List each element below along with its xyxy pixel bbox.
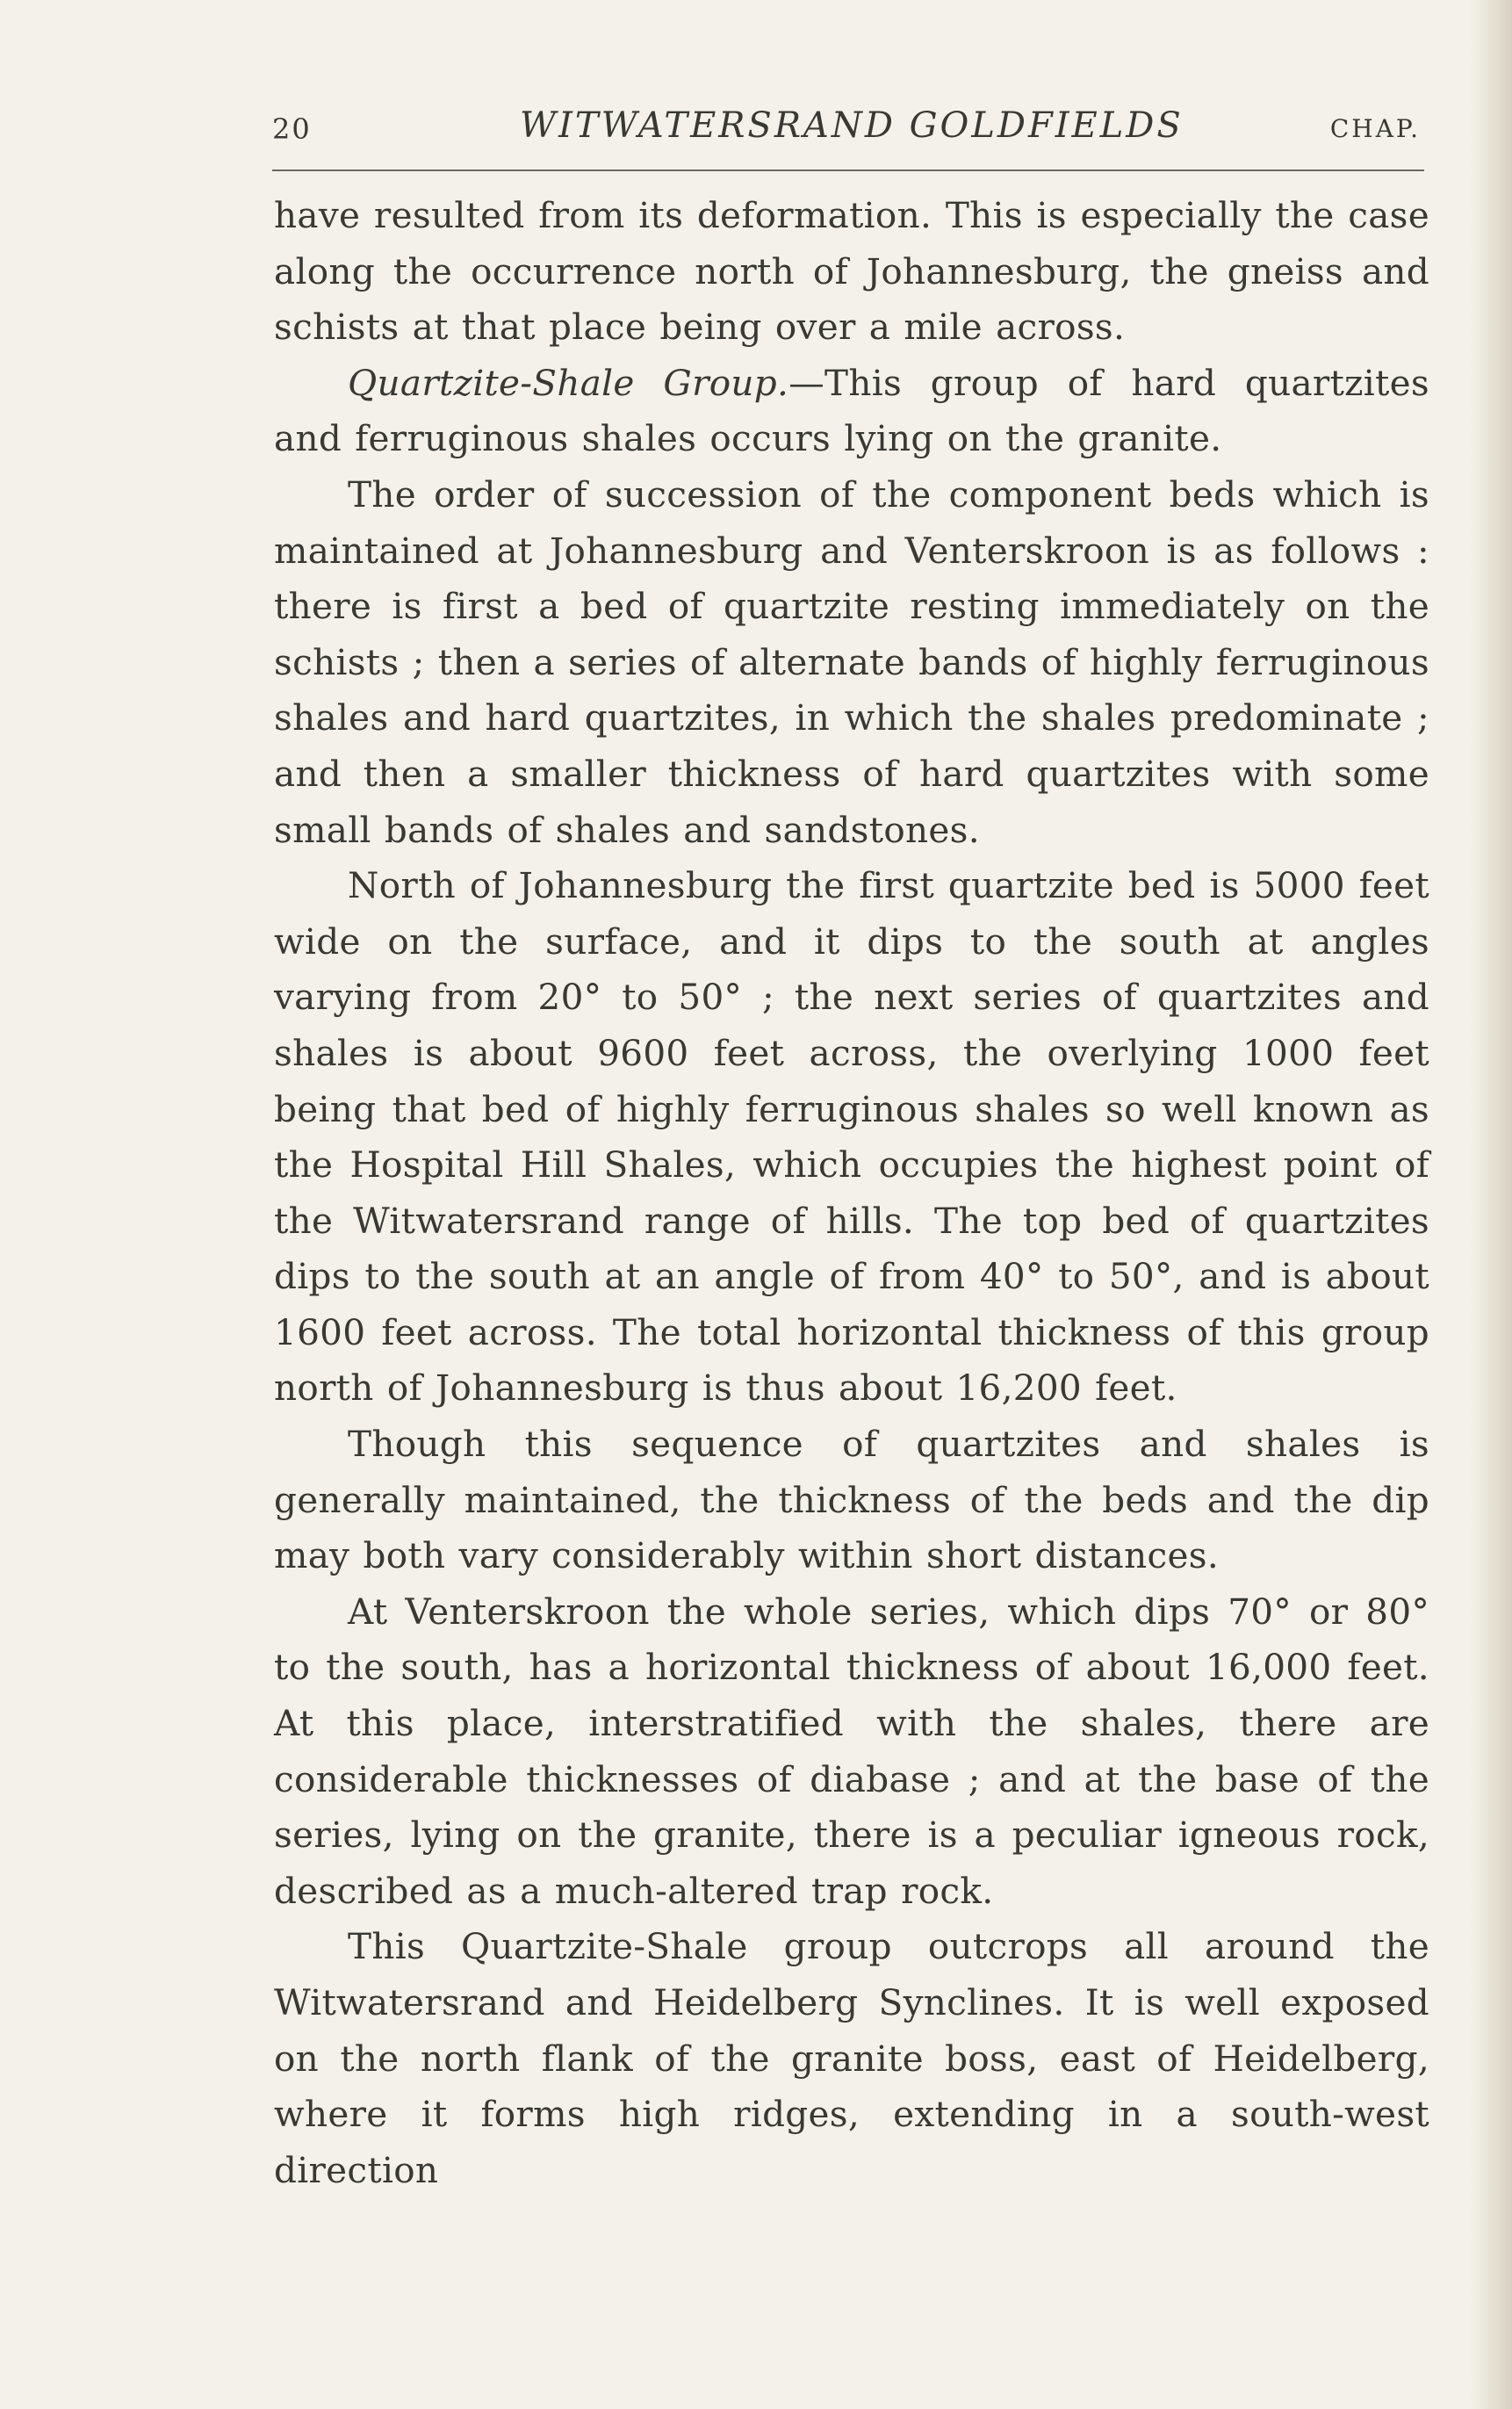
paragraph-continuation: have resulted from its deformation. This is especially the case along the occurrence north of Johannesburg, the gneiss and schists at that place being over a mile across.: [274, 194, 1429, 349]
chapter-label: CHAP.: [1329, 114, 1421, 143]
body-text: [274, 188, 1429, 2198]
running-title: WITWATERSRAND GOLDFIELDS: [520, 105, 1184, 146]
paragraph-north-of-johannesburg: North of Johannesburg the first quartzite bed is 5000 feet wide on the surface, and it dips to the south at angles varying from 20° to 50° ; the next series of quartzites and shales is about 9600 feet across, the overlying 1000 feet being that bed of highly ferruginous shales so well known as the Hospital Hill Shales, which occupies the highest point of the Witwatersrand range of hills. The top bed of quartzites dips to the south at an angle of from 40° to 50°, and is about 1600 feet across. The total horizontal thickness of this group north of Johannesburg is thus about 16,200 feet.: [274, 864, 1429, 1410]
page-number: 20: [272, 112, 312, 146]
paragraph-venterskroon: At Venterskroon the whole series, which dips 70° or 80° to the south, has a horizontal thickness of about 16,000 feet. At this place, interstratified with the shales, there are considerable thicknesses of diabase ; and at the base of the series, lying on the granite, there is a peculiar igneous rock, described as a much-altered trap rock.: [274, 1590, 1429, 1912]
paragraph-sequence: Though this sequence of quartzites and shales is generally maintained, the thickness of the beds and the dip may both vary considerably within short distances.: [274, 1423, 1429, 1577]
section-heading: Quartzite-Shale Group.: [348, 361, 789, 404]
paragraph-order-of-succession: The order of succession of the component beds which is maintained at Johannesburg and Venterskroon is as follows : there is first a bed of quartzite resting immediately on the schists ; then a series of alternate bands of highly ferruginous shales and hard quartzites, in which the shales predominate ; and then a smaller thickness of hard quartzites with some small bands of shales and sandstones.: [274, 472, 1429, 851]
page-edge-shadow: [1470, 0, 1512, 2409]
section-heading-text: —This group of hard quartzites and ferruginous shales occurs lying on the granite.: [274, 361, 1429, 460]
paragraph-outcrops: This Quartzite-Shale group outcrops all around the Witwatersrand and Heidelberg Synclines. It is well exposed on the north flank of the granite boss, east of Heidelberg, where it forms high ridges, extending in a south-west direction: [274, 1925, 1429, 2191]
running-head: [272, 105, 1431, 158]
header-rule: [272, 169, 1424, 171]
paragraph-quartzite-shale-group: [274, 356, 1429, 467]
